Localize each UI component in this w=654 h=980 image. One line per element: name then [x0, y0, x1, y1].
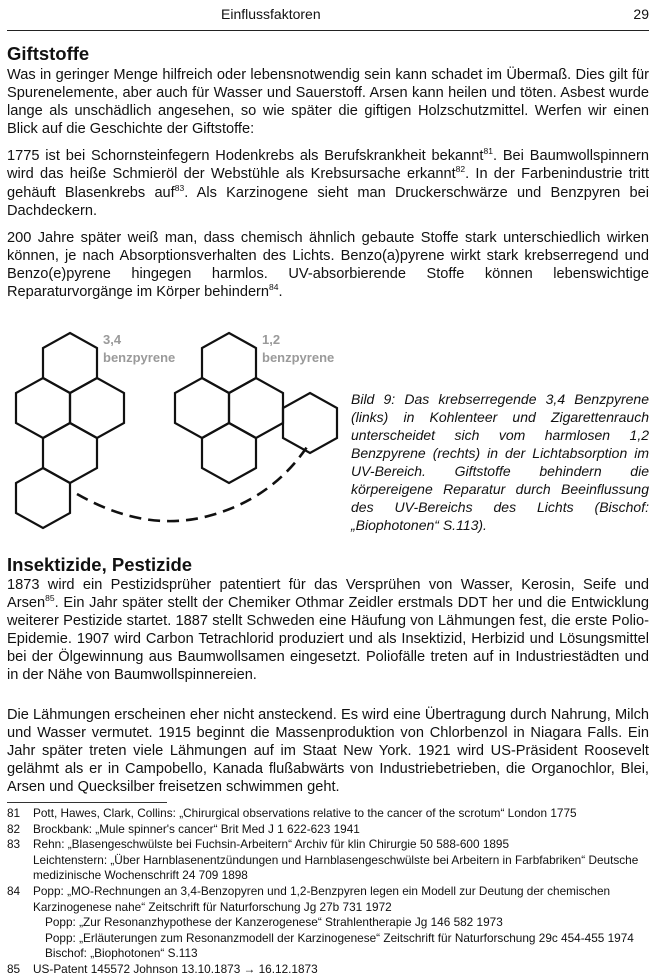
footnote-82: 82 Brockbank: „Mule spinner's cancer“ Brit Med J 1 622-623 1941	[7, 821, 360, 836]
figure-caption: Bild 9: Das krebserregende 3,4 Benzpyrene (links) in Kohlenteer und Zigarettenrauch unterscheidet sich vom harmlosen 1,2 Benzpyrene (rechts) in der Lichtabsorption im UV-Bereich. Giftstoffe behindern die körpereigene Reparatur durch Beeinflussung des UV-Bereichs des Lichts (Bischof: „Biophotonen“ S.113).	[351, 391, 649, 533]
paragraph-giftstoffe-1: Was in geringer Menge hilfreich oder lebensnotwendig sein kann schadet im Übermaß. Dies gilt für Spurenelemente, aber auch für Wasser und Sauerstoff. Arsen kann heilen und töten. Asbest wurde lange als unschädlich angesehen, so wie später die giftigen Holzschutzmittel. Werfen wir einen Blick auf die Geschichte der Giftstoffe:	[7, 67, 649, 138]
label-left-name: benzpyrene	[103, 350, 176, 365]
footnote-83: 83 Rehn: „Blasengeschwülste bei Fuchsin-Arbeitern“ Archiv für klin Chirurgie 50 588-600 1895 Leichtenstern: „Über Harnblasenentzündungen und Harnblasengeschwülste bei Arbeitern in Farbfabriken“ Deutsche medizinische Wochenschrift 24 709 1898	[7, 837, 639, 883]
footnote-ref[interactable]: 85	[45, 593, 55, 604]
header-rule	[7, 30, 649, 31]
footnote-ref[interactable]: 83	[174, 182, 185, 193]
footnote-84: 84 Popp: „MO-Rechnungen an 3,4-Benzopyren und 1,2-Benzpyren legen ein Modell zur Deutung der chemischen Karzinogenese nahe“ Zeitschrift für Naturforschung Jg 27b 731 1972 Popp: „Zur Resonanzhypothese der Kanzerogenese“ Strahlentherapie Jg 146 582 1973 Popp: „Erläuterungen zum Resonanzmodell der Karzinogenese“ Zeitschrift für Naturforschung 29c 454-455 1974 Bischof: „Biophotonen“ S.113	[7, 883, 634, 961]
running-head-title: Einflussfaktoren	[221, 6, 321, 22]
footnote-85: 85 US-Patent 145572 Johnson 13.10.1873 → 16.12.1873	[7, 961, 318, 976]
section-heading-giftstoffe: Giftstoffe	[7, 43, 90, 64]
paragraph-giftstoffe-2: 1775 ist bei Schornsteinfegern Hodenkrebs als Berufskrankheit bekannt$^{81}$. Bei Baumwollspinnern wird das heiße Schmieröl der Webstühle als Krebsursache erkannt$^{82}$. In der Farbenindustrie tritt gehäuft Blasenkrebs auf$^{83}$. Als Karzinogene sieht man Druckerschwärze und Benzpyren bei Dachdeckern.	[7, 146, 649, 219]
footnote-ref[interactable]: 84	[269, 282, 279, 293]
paragraph-giftstoffe-3: 200 Jahre später weiß man, dass chemisch ähnlich gebaute Stoffe stark unterschiedlich wirken können, je nach Absorptionsverhalten des Lichts. Benzo(a)pyrene wirkt stark krebserregend und Benzo(e)pyrene hingegen harmlos. UV-absorbierende Stoffe können lebenswichtige Reparaturvorgänge im Körper behindern$^{84}$.	[7, 229, 649, 301]
footnote-81: 81 Pott, Hawes, Clark, Collins: „Chirurgical observations relative to the cancer of the scrotum“ London 1775	[7, 806, 577, 820]
page-number: 29	[633, 6, 649, 22]
section-heading-insektizide: Insektizide, Pestizide	[7, 554, 193, 575]
benzpyrene-structures-diagram	[7, 322, 347, 542]
footnotes	[7, 806, 649, 978]
paragraph-insektizide-1: 1873 wird ein Pestizidsprüher patentiert für das Versprühen von Wasser, Kerosin, Seife und Arsen$^{85}$. Ein Jahr später stellt der Chemiker Othmar Zeidler erstmals DDT her und die Entwicklung weiterer Pestizide startet. 1887 stellt Schweden eine Häufung von Lähmungen fest, die erste Polio-Epidemie. 1907 wird Carbon Tetrachlorid produziert und als Insektizid, Herbizid und Lösungsmittel bei der Ölgewinnung aus Baumwollsamen eingesetzt. Poliofälle treten auf in Industriestädten und in der Nähe von Baumwollspinnereien.	[7, 577, 649, 684]
giftstoffe-body	[7, 66, 649, 301]
footnote-ref[interactable]: 82	[455, 164, 466, 175]
dashed-arrow	[77, 447, 307, 521]
label-right-number: 1,2	[262, 332, 281, 347]
figure-benzpyrene	[7, 322, 649, 542]
footnote-rule	[7, 802, 167, 803]
label-left-number: 3,4	[103, 332, 122, 347]
paragraph-insektizide-2: Die Lähmungen erscheinen eher nicht ansteckend. Es wird eine Übertragung durch Nahrung, Milch und Wasser vermutet. 1915 beginnt die Massenproduktion von Chlorbenzol in Niagara Falls. Ein Jahr später treten viele Lähmungen auf im Staat New York. 1921 wird US-Präsident Roosevelt gelähmt als er in Campobello, Kanada flußabwärts von Industriebetrieben, die Organochlor, Blei, Arsen und Quecksilber freisetzen schwimmen geht.	[7, 707, 649, 796]
label-right-name: benzpyrene	[262, 350, 335, 365]
footnote-ref[interactable]: 81	[483, 146, 493, 157]
